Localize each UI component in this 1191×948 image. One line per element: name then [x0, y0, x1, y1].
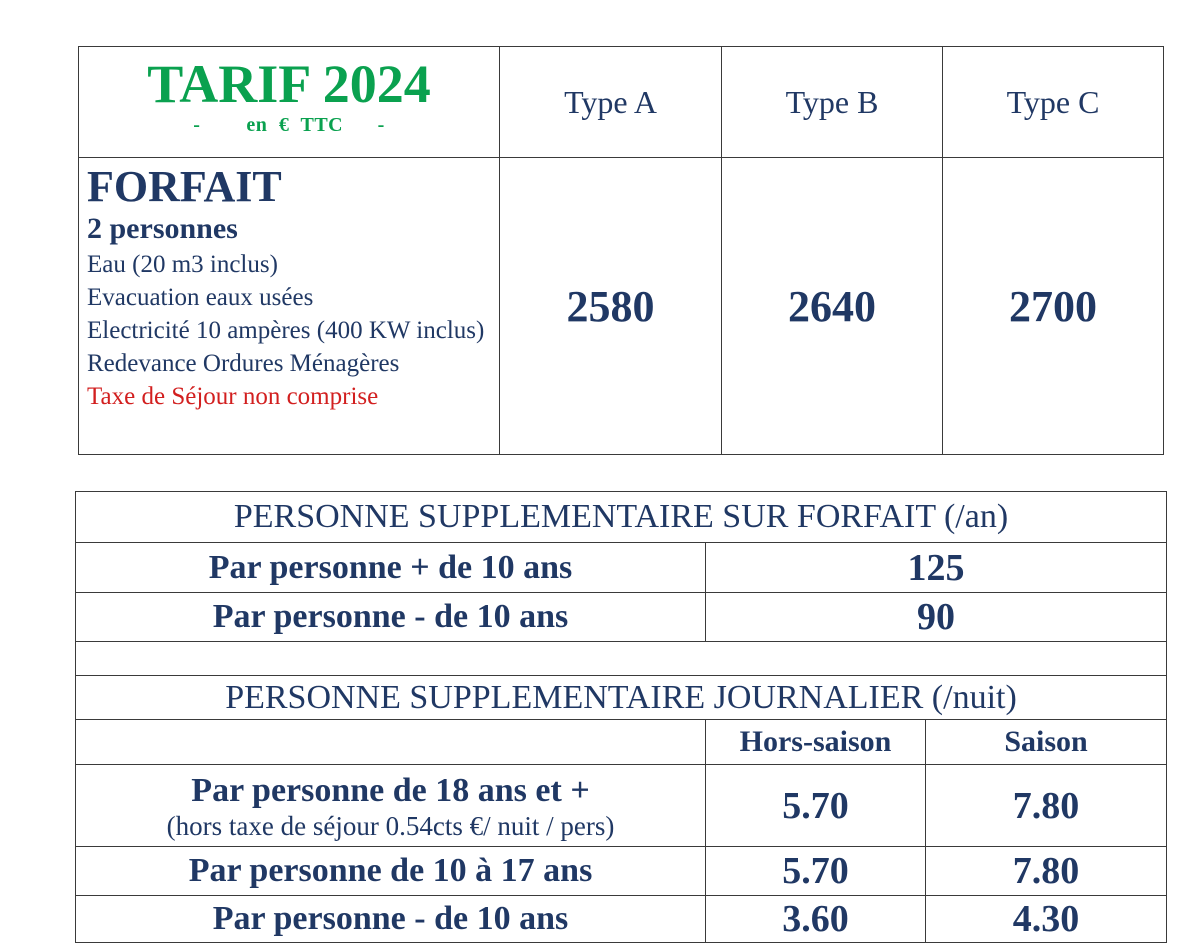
daily-heading: PERSONNE SUPPLEMENTAIRE JOURNALIER (/nuit) [76, 676, 1167, 720]
type-b-header: Type B [722, 47, 943, 158]
currency-subtitle: - en € TTC - [193, 114, 385, 136]
title-cell [79, 47, 500, 158]
daily-row-high: 7.80 [926, 847, 1167, 896]
spacer-cell [76, 642, 1167, 676]
daily-row-low: 5.70 [706, 765, 926, 847]
annual-row [76, 543, 1167, 593]
annual-row-label: Par personne - de 10 ans [76, 593, 706, 642]
daily-row-label: Par personne de 18 ans et + [191, 771, 590, 809]
daily-row-high: 7.80 [926, 765, 1167, 847]
annual-row-label: Par personne + de 10 ans [76, 543, 706, 593]
annual-row-value: 90 [706, 593, 1167, 642]
forfait-description [79, 158, 500, 455]
extra-persons-table [75, 491, 1167, 943]
daily-row [76, 896, 1167, 943]
daily-row [76, 847, 1167, 896]
forfait-persons: 2 personnes [87, 212, 238, 245]
empty-header-cell [76, 720, 706, 765]
daily-row [76, 765, 1167, 847]
annual-heading-row [76, 492, 1167, 543]
daily-row-label-cell [76, 765, 706, 847]
annual-row [76, 593, 1167, 642]
forfait-line-electricity: Electricité 10 ampères (400 KW inclus) [87, 317, 485, 344]
price-type-b: 2640 [722, 158, 943, 455]
daily-row-high: 4.30 [926, 896, 1167, 943]
annual-row-value: 125 [706, 543, 1167, 593]
spacer-row [76, 642, 1167, 676]
forfait-line-drain: Evacuation eaux usées [87, 284, 314, 311]
forfait-line-waste: Redevance Ordures Ménagères [87, 350, 400, 377]
price-type-a: 2580 [500, 158, 722, 455]
type-a-header: Type A [500, 47, 722, 158]
daily-row-label: Par personne - de 10 ans [76, 896, 706, 943]
forfait-table [78, 46, 1164, 455]
forfait-line-water: Eau (20 m3 inclus) [87, 251, 278, 278]
forfait-body-row [79, 158, 1164, 455]
forfait-header-row [79, 47, 1164, 158]
price-type-c: 2700 [943, 158, 1164, 455]
daily-row-note: (hors taxe de séjour 0.54cts €/ nuit / pers) [166, 810, 615, 841]
forfait-tax-note: Taxe de Séjour non comprise [87, 383, 379, 410]
annual-heading: PERSONNE SUPPLEMENTAIRE SUR FORFAIT (/an) [76, 492, 1167, 543]
daily-heading-row [76, 676, 1167, 720]
daily-row-low: 3.60 [706, 896, 926, 943]
daily-row-label: Par personne de 10 à 17 ans [76, 847, 706, 896]
daily-columns-row [76, 720, 1167, 765]
hors-saison-header: Hors-saison [706, 720, 926, 765]
type-c-header: Type C [943, 47, 1164, 158]
saison-header: Saison [926, 720, 1167, 765]
forfait-title: FORFAIT [87, 162, 282, 211]
daily-row-low: 5.70 [706, 847, 926, 896]
page-title: TARIF 2024 [147, 54, 431, 114]
